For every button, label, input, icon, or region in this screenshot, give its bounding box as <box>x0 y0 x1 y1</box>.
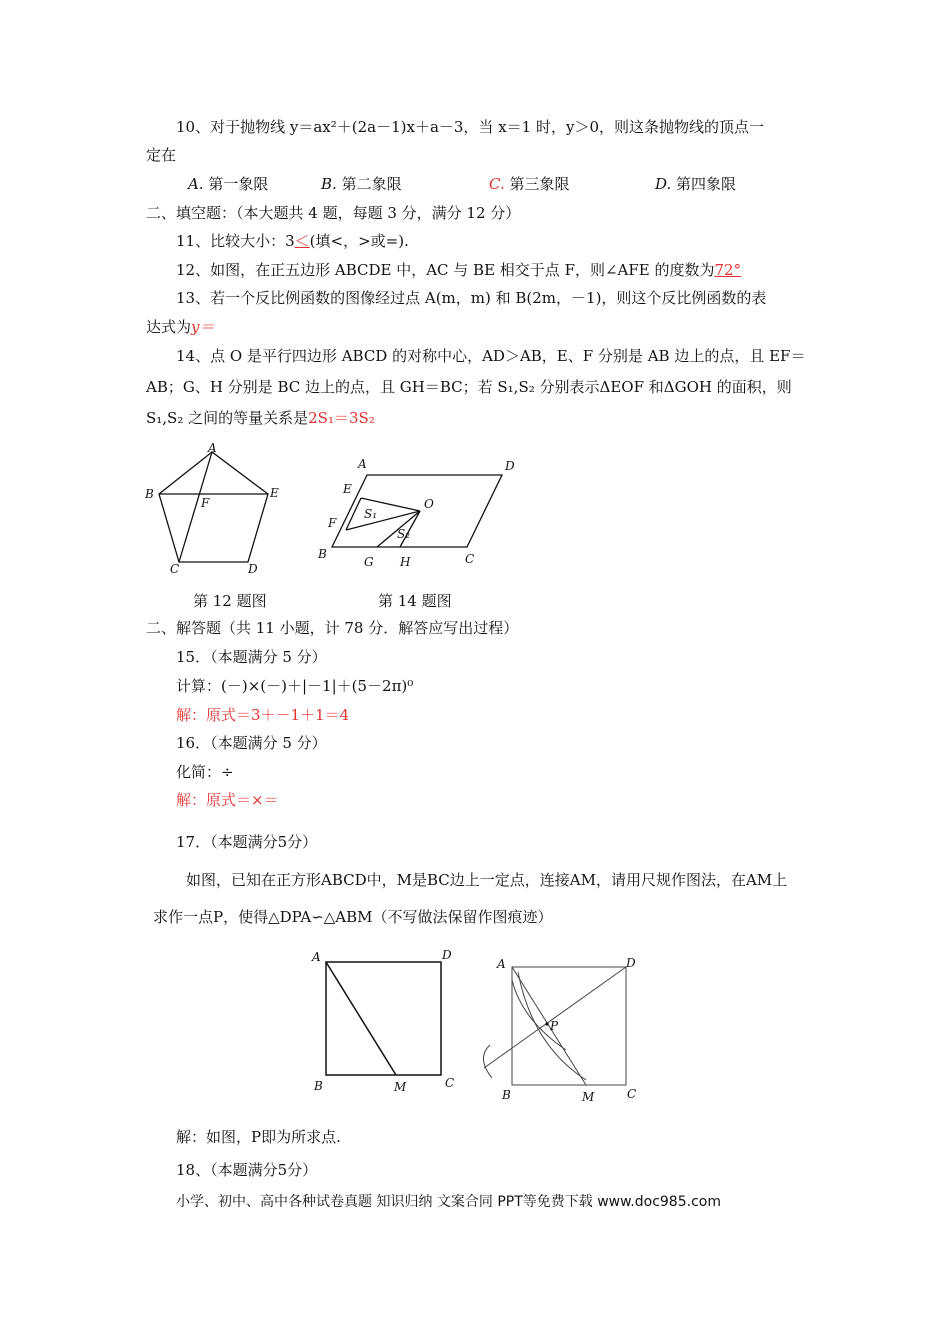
fig14-label-h: H <box>400 555 411 569</box>
fig12-label-d: D <box>248 562 258 575</box>
fig14-label-b: B <box>318 547 327 561</box>
fig17-label-c: C <box>445 1076 455 1090</box>
q15-answer: 解：原式＝3＋－1＋1＝4 <box>176 706 350 724</box>
q18-header: 18、（本题满分5分） <box>176 1161 318 1179</box>
q10-line2: 定在 <box>146 146 177 164</box>
q13-answer: y＝ <box>191 318 215 336</box>
q14-line3: S₁,S₂ 之间的等量关系是2S₁＝3S₂ <box>146 409 375 427</box>
section2-title: 二、填空题：（本大题共 4 题，每题 3 分，满分 12 分） <box>146 204 521 222</box>
q10-line1: 10、对于抛物线 y＝ax²＋(2a－1)x＋a－3，当 x＝1 时，y＞0，则这条抛物线的顶点一 <box>176 118 764 136</box>
q13-line2: 达式为y＝ <box>146 318 215 336</box>
fig17r-label-d: D <box>626 956 636 970</box>
q15-task: 计算：(－)×(－)＋|－1|＋(5－2π)⁰ <box>176 677 414 695</box>
fig17-construction <box>470 950 650 1110</box>
fig17r-label-b: B <box>502 1088 511 1102</box>
q15-header: 15．（本题满分 5 分） <box>176 648 327 666</box>
q14-line1: 14、点 O 是平行四边形 ABCD 的对称中心，AD＞AB，E、F 分别是 AB 边上的点，且 EF＝ <box>176 347 806 365</box>
q10-option-a: A. 第一象限 <box>188 175 269 193</box>
q11-answer: ＜ <box>294 232 310 250</box>
fig17r-label-c: C <box>627 1087 637 1101</box>
fig17-square <box>305 945 470 1097</box>
fig14-label-e: E <box>343 482 352 496</box>
fig14-caption: 第 14 题图 <box>378 592 452 610</box>
fig12-caption: 第 12 题图 <box>193 592 267 610</box>
fig17r-label-m: M <box>582 1090 595 1104</box>
q17-line2: 求作一点P，使得△DPA∽△ABM（不写做法保留作图痕迹） <box>153 908 553 926</box>
fig17-label-a: A <box>312 950 321 964</box>
q17-line1: 如图，已知在正方形ABCD中，M是BC边上一定点，连接AM，请用尺规作图法，在AM上 <box>186 871 788 889</box>
fig12-label-f: F <box>201 496 210 510</box>
fig14-label-d: D <box>505 459 515 473</box>
q13-line1: 13、若一个反比例函数的图像经过点 A(m，m) 和 B(2m，－1)，则这个反比例函数的表 <box>176 289 767 307</box>
fig12-label-e: E <box>270 486 279 500</box>
fig12-pentagon <box>140 440 300 575</box>
q10-option-d: D. 第四象限 <box>655 175 737 193</box>
q10-option-c: C. 第三象限 <box>489 175 570 193</box>
q16-header: 16．（本题满分 5 分） <box>176 734 327 752</box>
q14-answer: 2S₁＝3S₂ <box>308 409 375 427</box>
fig17-point-p <box>545 1022 548 1025</box>
fig12-label-b: B <box>145 487 154 501</box>
q12: 12、如图，在正五边形 ABCDE 中，AC 与 BE 相交于点 F，则∠AFE 的度数为72° <box>176 261 742 279</box>
fig14-label-a: A <box>358 457 367 471</box>
page-footer: 小学、初中、高中各种试卷真题 知识归纳 文案合同 PPT等免费下载 www.doc985.com <box>176 1194 721 1210</box>
fig14-label-o: O <box>424 497 434 511</box>
fig12-label-a: A <box>208 441 217 455</box>
fig14-label-f: F <box>328 516 337 530</box>
fig17r-label-a: A <box>497 957 506 971</box>
fig12-label-c: C <box>170 562 180 575</box>
fig17-label-b: B <box>314 1079 323 1093</box>
fig14-label-s2: S₂ <box>397 527 411 541</box>
fig17-label-d: D <box>442 948 452 962</box>
q10-option-b: B. 第二象限 <box>321 175 402 193</box>
fig14-label-s1: S₁ <box>364 507 378 521</box>
q14-line2: AB；G、H 分别是 BC 边上的点，且 GH＝BC；若 S₁,S₂ 分别表示ΔEOF 和ΔGOH 的面积，则 <box>146 378 792 396</box>
q17-header: 17．（本题满分5分） <box>176 833 318 851</box>
q16-task: 化简：÷ <box>176 763 234 781</box>
fig14-parallelogram <box>312 452 532 574</box>
fig14-label-g: G <box>364 555 374 569</box>
fig14-label-c: C <box>465 552 475 566</box>
q11: 11、比较大小：3＜(填<，>或=). <box>176 232 409 250</box>
section3-title: 二、解答题（共 11 小题，计 78 分．解答应写出过程） <box>146 619 519 637</box>
q12-answer: 72° <box>714 261 742 279</box>
fig17-label-m: M <box>394 1080 407 1094</box>
fig17r-label-p: P <box>550 1019 559 1033</box>
q17-answer: 解：如图，P即为所求点. <box>176 1128 341 1146</box>
q16-answer: 解：原式＝×＝ <box>176 791 279 809</box>
